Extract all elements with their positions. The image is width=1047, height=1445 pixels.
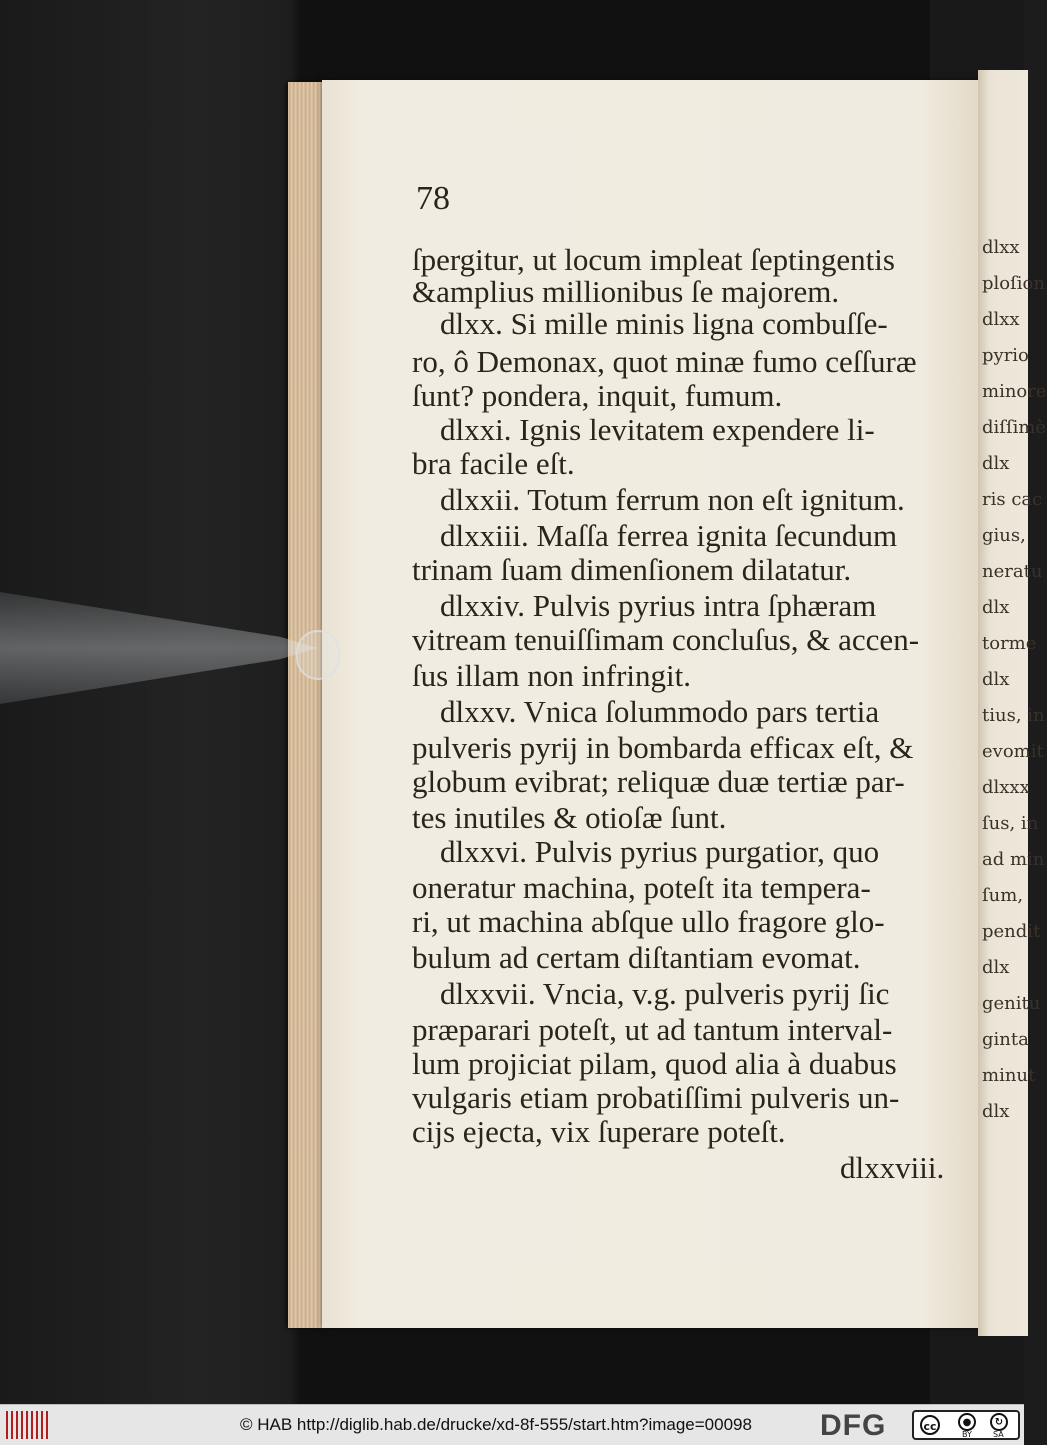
facing-fragment: dlx xyxy=(982,1101,1010,1122)
text-line: præparari poteſt, ut ad tantum interval- xyxy=(412,1012,893,1047)
text-line: tes inutiles & otioſæ ſunt. xyxy=(412,800,727,835)
text-line: vitream tenuiſſimam concluſus, & accen- xyxy=(412,622,920,657)
text-line: dlxx. Si mille minis ligna combuſſe- xyxy=(440,306,888,341)
text-line: dlxxvi. Pulvis pyrius purgatior, quo xyxy=(440,834,880,869)
facing-fragment: ad min xyxy=(982,849,1045,870)
facing-fragment: dlxx xyxy=(982,237,1020,258)
text-line: cijs ejecta, vix ſuperare poteſt. xyxy=(412,1114,786,1149)
facing-fragment: genitu xyxy=(982,993,1041,1014)
text-line: ſpergitur, ut locum impleat ſeptingentis xyxy=(412,242,895,277)
facing-fragment: dlx xyxy=(982,957,1010,978)
sa-label: SA xyxy=(993,1430,1004,1439)
facing-fragment: ris cac xyxy=(982,489,1043,510)
text-line: dlxxiii. Maſſa ferrea ignita ſecundum xyxy=(440,518,898,553)
facing-fragment: ploſion xyxy=(982,273,1045,294)
facing-fragment: dlx xyxy=(982,597,1010,618)
facing-fragment: minore xyxy=(982,381,1047,402)
facing-fragment: ſum, xyxy=(982,885,1024,906)
text-line: trinam ſuam dimenſionem dilatatur. xyxy=(412,552,852,587)
facing-fragment: minut xyxy=(982,1065,1036,1086)
by-label: BY xyxy=(962,1430,972,1439)
text-line: ro, ô Demonax, quot minæ fumo ceſſuræ xyxy=(412,344,917,379)
text-line: lum projiciat pilam, quod alia à duabus xyxy=(412,1046,897,1081)
facing-fragment: gius, xyxy=(982,525,1026,546)
text-line: oneratur machina, poteſt ita tempera- xyxy=(412,870,871,905)
facing-fragment: pendit xyxy=(982,921,1041,942)
cc-license-badge[interactable] xyxy=(912,1410,1020,1440)
facing-fragment: pyrio xyxy=(982,345,1029,366)
facing-fragment: evomit xyxy=(982,741,1044,762)
copyright-link[interactable]: © HAB http://diglib.hab.de/drucke/xd-8f-555/start.htm?image=00098 xyxy=(240,1415,752,1434)
text-line: vulgaris etiam probatiſſimi pulveris un- xyxy=(412,1080,900,1115)
text-line: ſunt? pondera, inquit, fumum. xyxy=(412,378,783,413)
text-line: pulveris pyrij in bombarda efficax eſt, & xyxy=(412,730,914,765)
cc-icon: cc xyxy=(920,1415,940,1435)
hab-barcode-logo-icon xyxy=(6,1411,48,1439)
text-line: ri, ut machina abſque ullo fragore glo- xyxy=(412,904,885,939)
facing-fragment: tius, in xyxy=(982,705,1045,726)
page-number: 78 xyxy=(416,180,450,217)
text-line: dlxxii. Totum ferrum non eſt ignitum. xyxy=(440,482,905,517)
text-line: bra facile eſt. xyxy=(412,446,575,481)
page-edges xyxy=(288,82,324,1328)
text-line: dlxxi. Ignis levitatem expendere li- xyxy=(440,412,875,447)
by-person-icon: ● xyxy=(958,1413,976,1431)
facing-fragment: ſus, in xyxy=(982,813,1039,834)
facing-page xyxy=(978,70,1047,1336)
facing-fragment: neratu xyxy=(982,561,1043,582)
text-line: &amplius millionibus ſe majorem. xyxy=(412,274,840,309)
facing-fragment: dlxx xyxy=(982,309,1020,330)
text-line: bulum ad certam diſtantiam evomat. xyxy=(412,940,861,975)
facing-fragment: diſſimè xyxy=(982,417,1047,438)
glass-page-weight xyxy=(0,592,318,704)
dfg-logo[interactable]: DFG xyxy=(820,1409,887,1442)
glass-page-weight-tip xyxy=(296,630,340,680)
text-line: dlxxvii. Vncia, v.g. pulveris pyrij ſic xyxy=(440,976,890,1011)
facing-fragment: dlx xyxy=(982,669,1010,690)
text-line: dlxxv. Vnica ſolummodo pars tertia xyxy=(440,694,880,729)
text-line: globum evibrat; reliquæ duæ tertiæ par- xyxy=(412,764,905,799)
facing-fragment: ginta xyxy=(982,1029,1029,1050)
facing-fragment: dlx xyxy=(982,453,1010,474)
share-alike-icon: ↻ xyxy=(990,1413,1008,1431)
footer-bar xyxy=(0,1404,1024,1445)
facing-fragment: torme xyxy=(982,633,1037,654)
facing-fragment: dlxxx xyxy=(982,777,1030,798)
text-line: dlxxiv. Pulvis pyrius intra ſphæram xyxy=(440,588,877,623)
catchword: dlxxviii. xyxy=(840,1150,945,1185)
text-line: ſus illam non infringit. xyxy=(412,658,691,693)
